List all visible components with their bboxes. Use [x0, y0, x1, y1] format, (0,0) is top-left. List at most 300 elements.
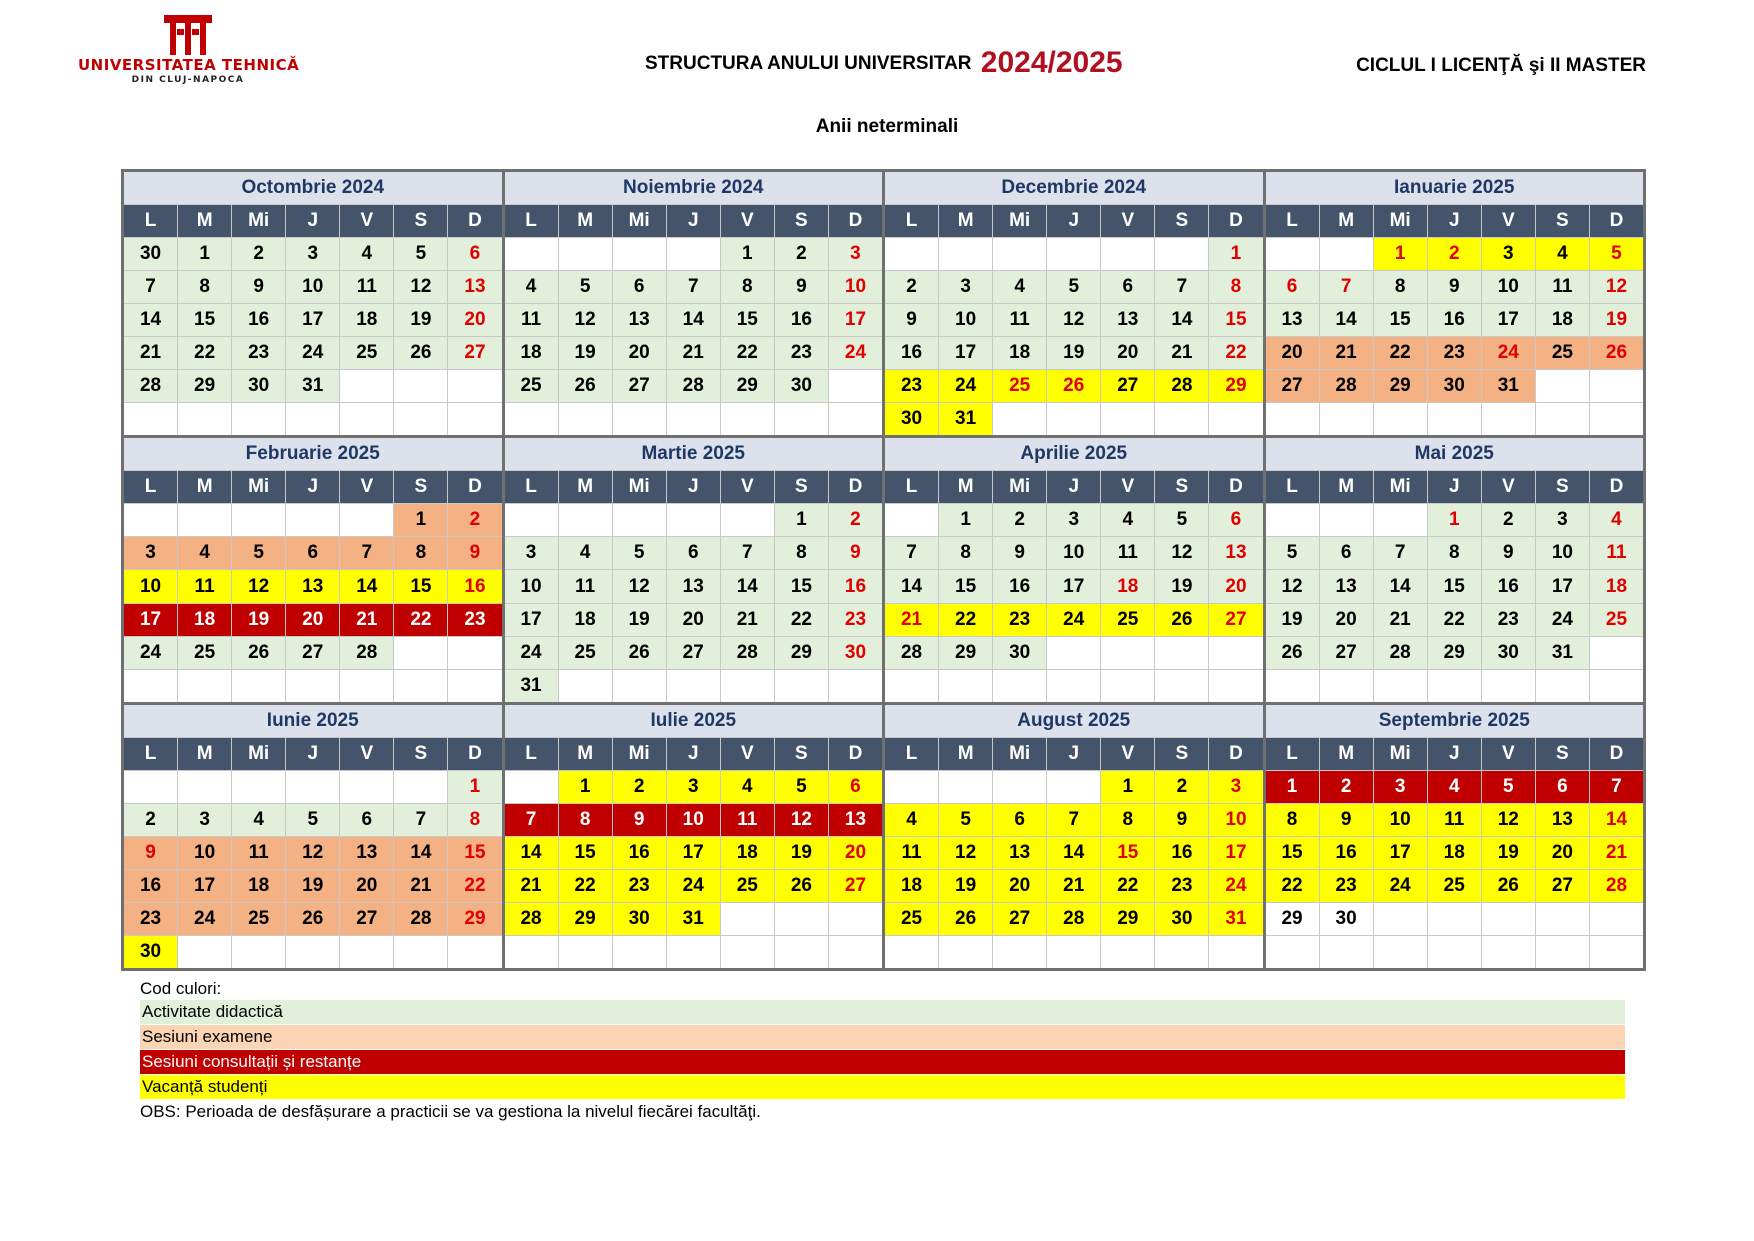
empty-day-cell — [178, 771, 231, 803]
empty-day-cell — [667, 670, 720, 702]
empty-day-cell — [1590, 403, 1643, 435]
empty-day-cell — [1374, 504, 1427, 536]
day-cell: 22 — [1374, 337, 1427, 369]
day-cell: 11 — [1536, 271, 1589, 303]
day-cell: 19 — [1155, 570, 1208, 602]
month-title: Februarie 2025 — [124, 438, 502, 470]
weekday-header: V — [1482, 471, 1535, 503]
day-cell: 28 — [340, 637, 393, 669]
day-cell: 7 — [1590, 771, 1643, 803]
day-cell: 15 — [448, 837, 501, 869]
weekday-header: D — [448, 738, 501, 770]
day-cell: 1 — [1209, 238, 1262, 270]
weekday-header: Mi — [232, 471, 285, 503]
weekday-header: V — [1101, 471, 1154, 503]
empty-day-cell — [1209, 403, 1262, 435]
day-cell: 7 — [667, 271, 720, 303]
month-title: Ianuarie 2025 — [1266, 172, 1644, 204]
day-cell: 26 — [775, 870, 828, 902]
day-cell: 15 — [1374, 304, 1427, 336]
day-cell: 24 — [1482, 337, 1535, 369]
day-cell: 16 — [885, 337, 938, 369]
month-title: Octombrie 2024 — [124, 172, 502, 204]
day-cell: 13 — [448, 271, 501, 303]
day-cell: 20 — [1536, 837, 1589, 869]
day-cell: 24 — [178, 903, 231, 935]
day-cell: 30 — [1482, 637, 1535, 669]
day-cell: 30 — [1155, 903, 1208, 935]
day-cell: 2 — [829, 504, 882, 536]
month-title: Noiembrie 2024 — [505, 172, 883, 204]
day-cell: 20 — [340, 870, 393, 902]
day-cell: 15 — [178, 304, 231, 336]
empty-day-cell — [1536, 936, 1589, 968]
day-cell: 6 — [829, 771, 882, 803]
day-cell: 5 — [232, 537, 285, 569]
weekday-header: M — [178, 738, 231, 770]
day-cell: 30 — [829, 637, 882, 669]
day-cell: 6 — [1101, 271, 1154, 303]
day-cell: 30 — [993, 637, 1046, 669]
month-title: Aprilie 2025 — [885, 438, 1263, 470]
day-cell: 9 — [1155, 804, 1208, 836]
empty-day-cell — [1482, 403, 1535, 435]
day-cell: 25 — [1536, 337, 1589, 369]
day-cell: 15 — [1101, 837, 1154, 869]
legend-vacanta-studenti: Vacanță studenți — [140, 1075, 1625, 1099]
empty-day-cell — [1209, 670, 1262, 702]
weekday-header: M — [178, 471, 231, 503]
day-cell: 3 — [1209, 771, 1262, 803]
empty-day-cell — [448, 936, 501, 968]
day-cell: 19 — [1047, 337, 1100, 369]
day-cell: 2 — [1428, 238, 1481, 270]
day-cell: 16 — [232, 304, 285, 336]
empty-day-cell — [448, 670, 501, 702]
day-cell: 9 — [775, 271, 828, 303]
day-cell: 15 — [775, 570, 828, 602]
day-cell: 17 — [939, 337, 992, 369]
day-cell: 31 — [939, 403, 992, 435]
day-cell: 2 — [448, 504, 501, 536]
day-cell: 26 — [1155, 604, 1208, 636]
day-cell: 8 — [178, 271, 231, 303]
empty-day-cell — [1266, 936, 1319, 968]
weekday-header: J — [1047, 738, 1100, 770]
empty-day-cell — [1482, 670, 1535, 702]
weekday-header: J — [667, 471, 720, 503]
day-cell: 1 — [775, 504, 828, 536]
day-cell: 27 — [1101, 370, 1154, 402]
month-calendar — [1266, 172, 1644, 435]
day-cell: 14 — [1320, 304, 1373, 336]
day-cell: 29 — [1209, 370, 1262, 402]
day-cell: 2 — [1320, 771, 1373, 803]
month-calendar — [124, 172, 502, 435]
empty-day-cell — [1155, 670, 1208, 702]
weekday-header: J — [1428, 471, 1481, 503]
day-cell: 27 — [448, 337, 501, 369]
day-cell: 25 — [1101, 604, 1154, 636]
day-cell: 16 — [1155, 837, 1208, 869]
day-cell: 25 — [993, 370, 1046, 402]
day-cell: 3 — [178, 804, 231, 836]
day-cell: 3 — [286, 238, 339, 270]
weekday-header: S — [1536, 738, 1589, 770]
empty-day-cell — [286, 403, 339, 435]
day-cell: 18 — [178, 604, 231, 636]
day-cell: 8 — [1209, 271, 1262, 303]
empty-day-cell — [1590, 370, 1643, 402]
empty-day-cell — [232, 936, 285, 968]
empty-day-cell — [613, 670, 666, 702]
empty-day-cell — [505, 771, 558, 803]
weekday-header: S — [1155, 738, 1208, 770]
day-cell: 23 — [1155, 870, 1208, 902]
weekday-header: Mi — [993, 738, 1046, 770]
weekday-header: J — [667, 205, 720, 237]
day-cell: 13 — [993, 837, 1046, 869]
empty-day-cell — [939, 238, 992, 270]
day-cell: 20 — [829, 837, 882, 869]
legend-sesiuni-consultatii-restante: Sesiuni consultații și restanțe — [140, 1050, 1625, 1074]
day-cell: 14 — [1374, 570, 1427, 602]
empty-day-cell — [721, 936, 774, 968]
day-cell: 5 — [286, 804, 339, 836]
weekday-header: L — [124, 471, 177, 503]
day-cell: 17 — [667, 837, 720, 869]
weekday-header: S — [1536, 205, 1589, 237]
day-cell: 10 — [1374, 804, 1427, 836]
day-cell: 21 — [1374, 604, 1427, 636]
weekday-header: L — [1266, 205, 1319, 237]
day-cell: 14 — [1047, 837, 1100, 869]
day-cell: 27 — [993, 903, 1046, 935]
empty-day-cell — [1047, 771, 1100, 803]
empty-day-cell — [505, 936, 558, 968]
day-cell: 25 — [178, 637, 231, 669]
day-cell: 15 — [721, 304, 774, 336]
empty-day-cell — [1101, 238, 1154, 270]
month-title: Martie 2025 — [505, 438, 883, 470]
day-cell: 20 — [993, 870, 1046, 902]
empty-day-cell — [1482, 936, 1535, 968]
empty-day-cell — [1320, 936, 1373, 968]
day-cell: 11 — [232, 837, 285, 869]
empty-day-cell — [1590, 936, 1643, 968]
weekday-header: M — [559, 205, 612, 237]
weekday-header: L — [885, 738, 938, 770]
day-cell: 21 — [1320, 337, 1373, 369]
empty-day-cell — [667, 504, 720, 536]
empty-day-cell — [1428, 903, 1481, 935]
weekday-header: D — [1590, 205, 1643, 237]
day-cell: 5 — [394, 238, 447, 270]
day-cell: 13 — [667, 570, 720, 602]
day-cell: 7 — [394, 804, 447, 836]
day-cell: 29 — [1374, 370, 1427, 402]
empty-day-cell — [505, 504, 558, 536]
day-cell: 22 — [178, 337, 231, 369]
day-cell: 18 — [232, 870, 285, 902]
weekday-header: D — [1209, 738, 1262, 770]
weekday-header: Mi — [232, 205, 285, 237]
day-cell: 24 — [939, 370, 992, 402]
day-cell: 4 — [1590, 504, 1643, 536]
day-cell: 28 — [505, 903, 558, 935]
day-cell: 21 — [667, 337, 720, 369]
legend-title: Cod culori: — [140, 979, 222, 998]
empty-day-cell — [178, 403, 231, 435]
empty-day-cell — [505, 403, 558, 435]
day-cell: 21 — [340, 604, 393, 636]
empty-day-cell — [124, 771, 177, 803]
day-cell: 27 — [1209, 604, 1262, 636]
empty-day-cell — [232, 504, 285, 536]
day-cell: 30 — [124, 936, 177, 968]
empty-day-cell — [775, 670, 828, 702]
day-cell: 4 — [559, 537, 612, 569]
day-cell: 10 — [505, 570, 558, 602]
day-cell: 8 — [1428, 537, 1481, 569]
empty-day-cell — [1536, 403, 1589, 435]
empty-day-cell — [232, 670, 285, 702]
empty-day-cell — [1320, 504, 1373, 536]
day-cell: 9 — [1320, 804, 1373, 836]
day-cell: 9 — [124, 837, 177, 869]
day-cell: 5 — [775, 771, 828, 803]
day-cell: 20 — [286, 604, 339, 636]
day-cell: 2 — [993, 504, 1046, 536]
weekday-header: J — [1428, 738, 1481, 770]
day-cell: 18 — [340, 304, 393, 336]
day-cell: 23 — [613, 870, 666, 902]
empty-day-cell — [1155, 637, 1208, 669]
weekday-header: D — [448, 205, 501, 237]
day-cell: 3 — [667, 771, 720, 803]
empty-day-cell — [885, 504, 938, 536]
day-cell: 5 — [1590, 238, 1643, 270]
day-cell: 25 — [1590, 604, 1643, 636]
day-cell: 1 — [1428, 504, 1481, 536]
day-cell: 20 — [1209, 570, 1262, 602]
day-cell: 28 — [721, 637, 774, 669]
weekday-header: V — [1101, 738, 1154, 770]
day-cell: 13 — [340, 837, 393, 869]
empty-day-cell — [124, 504, 177, 536]
day-cell: 2 — [613, 771, 666, 803]
day-cell: 8 — [448, 804, 501, 836]
day-cell: 5 — [559, 271, 612, 303]
empty-day-cell — [559, 403, 612, 435]
day-cell: 3 — [505, 537, 558, 569]
empty-day-cell — [1047, 637, 1100, 669]
empty-day-cell — [286, 670, 339, 702]
month-calendar — [124, 705, 502, 968]
day-cell: 25 — [721, 870, 774, 902]
day-cell: 20 — [1320, 604, 1373, 636]
empty-day-cell — [559, 238, 612, 270]
day-cell: 10 — [829, 271, 882, 303]
empty-day-cell — [1155, 403, 1208, 435]
day-cell: 12 — [775, 804, 828, 836]
day-cell: 10 — [286, 271, 339, 303]
empty-day-cell — [1266, 504, 1319, 536]
day-cell: 20 — [667, 604, 720, 636]
empty-day-cell — [340, 936, 393, 968]
day-cell: 26 — [1266, 637, 1319, 669]
day-cell: 9 — [1428, 271, 1481, 303]
day-cell: 28 — [1047, 903, 1100, 935]
empty-day-cell — [340, 504, 393, 536]
weekday-header: J — [286, 205, 339, 237]
day-cell: 18 — [885, 870, 938, 902]
day-cell: 28 — [667, 370, 720, 402]
empty-day-cell — [178, 504, 231, 536]
day-cell: 9 — [993, 537, 1046, 569]
day-cell: 31 — [1536, 637, 1589, 669]
day-cell: 27 — [286, 637, 339, 669]
day-cell: 15 — [559, 837, 612, 869]
day-cell: 13 — [1320, 570, 1373, 602]
day-cell: 12 — [232, 570, 285, 602]
weekday-header: L — [505, 738, 558, 770]
weekday-header: D — [448, 471, 501, 503]
empty-day-cell — [721, 903, 774, 935]
day-cell: 28 — [1590, 870, 1643, 902]
day-cell: 27 — [829, 870, 882, 902]
day-cell: 18 — [559, 604, 612, 636]
day-cell: 2 — [1155, 771, 1208, 803]
day-cell: 6 — [613, 271, 666, 303]
empty-day-cell — [885, 670, 938, 702]
day-cell: 9 — [448, 537, 501, 569]
day-cell: 14 — [394, 837, 447, 869]
day-cell: 1 — [1374, 238, 1427, 270]
day-cell: 23 — [1482, 604, 1535, 636]
day-cell: 23 — [885, 370, 938, 402]
day-cell: 19 — [613, 604, 666, 636]
day-cell: 26 — [232, 637, 285, 669]
empty-day-cell — [394, 370, 447, 402]
day-cell: 27 — [340, 903, 393, 935]
day-cell: 21 — [1047, 870, 1100, 902]
day-cell: 16 — [775, 304, 828, 336]
day-cell: 29 — [448, 903, 501, 935]
day-cell: 29 — [1428, 637, 1481, 669]
day-cell: 31 — [505, 670, 558, 702]
empty-day-cell — [1266, 238, 1319, 270]
weekday-header: Mi — [1374, 471, 1427, 503]
day-cell: 18 — [721, 837, 774, 869]
empty-day-cell — [394, 771, 447, 803]
day-cell: 15 — [1266, 837, 1319, 869]
day-cell: 14 — [124, 304, 177, 336]
day-cell: 1 — [1266, 771, 1319, 803]
day-cell: 12 — [1155, 537, 1208, 569]
weekday-header: L — [505, 471, 558, 503]
day-cell: 6 — [993, 804, 1046, 836]
day-cell: 17 — [1536, 570, 1589, 602]
weekday-header: L — [124, 205, 177, 237]
empty-day-cell — [394, 936, 447, 968]
day-cell: 9 — [885, 304, 938, 336]
weekday-header: Mi — [993, 205, 1046, 237]
day-cell: 3 — [1374, 771, 1427, 803]
day-cell: 28 — [394, 903, 447, 935]
day-cell: 19 — [1266, 604, 1319, 636]
weekday-header: Mi — [1374, 738, 1427, 770]
day-cell: 28 — [1155, 370, 1208, 402]
empty-day-cell — [829, 670, 882, 702]
day-cell: 12 — [1590, 271, 1643, 303]
day-cell: 10 — [124, 570, 177, 602]
empty-day-cell — [721, 670, 774, 702]
month-title: Decembrie 2024 — [885, 172, 1263, 204]
day-cell: 16 — [124, 870, 177, 902]
day-cell: 23 — [232, 337, 285, 369]
day-cell: 24 — [667, 870, 720, 902]
weekday-header: S — [394, 738, 447, 770]
day-cell: 4 — [1101, 504, 1154, 536]
day-cell: 31 — [1482, 370, 1535, 402]
day-cell: 19 — [394, 304, 447, 336]
day-cell: 26 — [1590, 337, 1643, 369]
day-cell: 29 — [721, 370, 774, 402]
empty-day-cell — [286, 771, 339, 803]
day-cell: 22 — [721, 337, 774, 369]
day-cell: 6 — [340, 804, 393, 836]
weekday-header: D — [1209, 471, 1262, 503]
day-cell: 7 — [1374, 537, 1427, 569]
weekday-header: V — [340, 205, 393, 237]
day-cell: 3 — [939, 271, 992, 303]
day-cell: 14 — [721, 570, 774, 602]
day-cell: 28 — [1320, 370, 1373, 402]
day-cell: 6 — [667, 537, 720, 569]
day-cell: 12 — [1482, 804, 1535, 836]
weekday-header: Mi — [232, 738, 285, 770]
day-cell: 26 — [939, 903, 992, 935]
university-emblem-icon — [164, 15, 212, 55]
day-cell: 7 — [1047, 804, 1100, 836]
month-title: Iunie 2025 — [124, 705, 502, 737]
day-cell: 17 — [1374, 837, 1427, 869]
day-cell: 17 — [1482, 304, 1535, 336]
empty-day-cell — [448, 403, 501, 435]
day-cell: 2 — [885, 271, 938, 303]
empty-day-cell — [1374, 670, 1427, 702]
day-cell: 16 — [829, 570, 882, 602]
day-cell: 7 — [721, 537, 774, 569]
day-cell: 22 — [1428, 604, 1481, 636]
day-cell: 24 — [1536, 604, 1589, 636]
weekday-header: L — [505, 205, 558, 237]
weekday-header: J — [286, 738, 339, 770]
empty-day-cell — [178, 670, 231, 702]
day-cell: 8 — [394, 537, 447, 569]
day-cell: 2 — [775, 238, 828, 270]
day-cell: 30 — [232, 370, 285, 402]
day-cell: 24 — [829, 337, 882, 369]
empty-day-cell — [1536, 670, 1589, 702]
day-cell: 20 — [1266, 337, 1319, 369]
day-cell: 13 — [286, 570, 339, 602]
empty-day-cell — [1428, 670, 1481, 702]
day-cell: 30 — [885, 403, 938, 435]
weekday-header: V — [340, 738, 393, 770]
empty-day-cell — [885, 771, 938, 803]
